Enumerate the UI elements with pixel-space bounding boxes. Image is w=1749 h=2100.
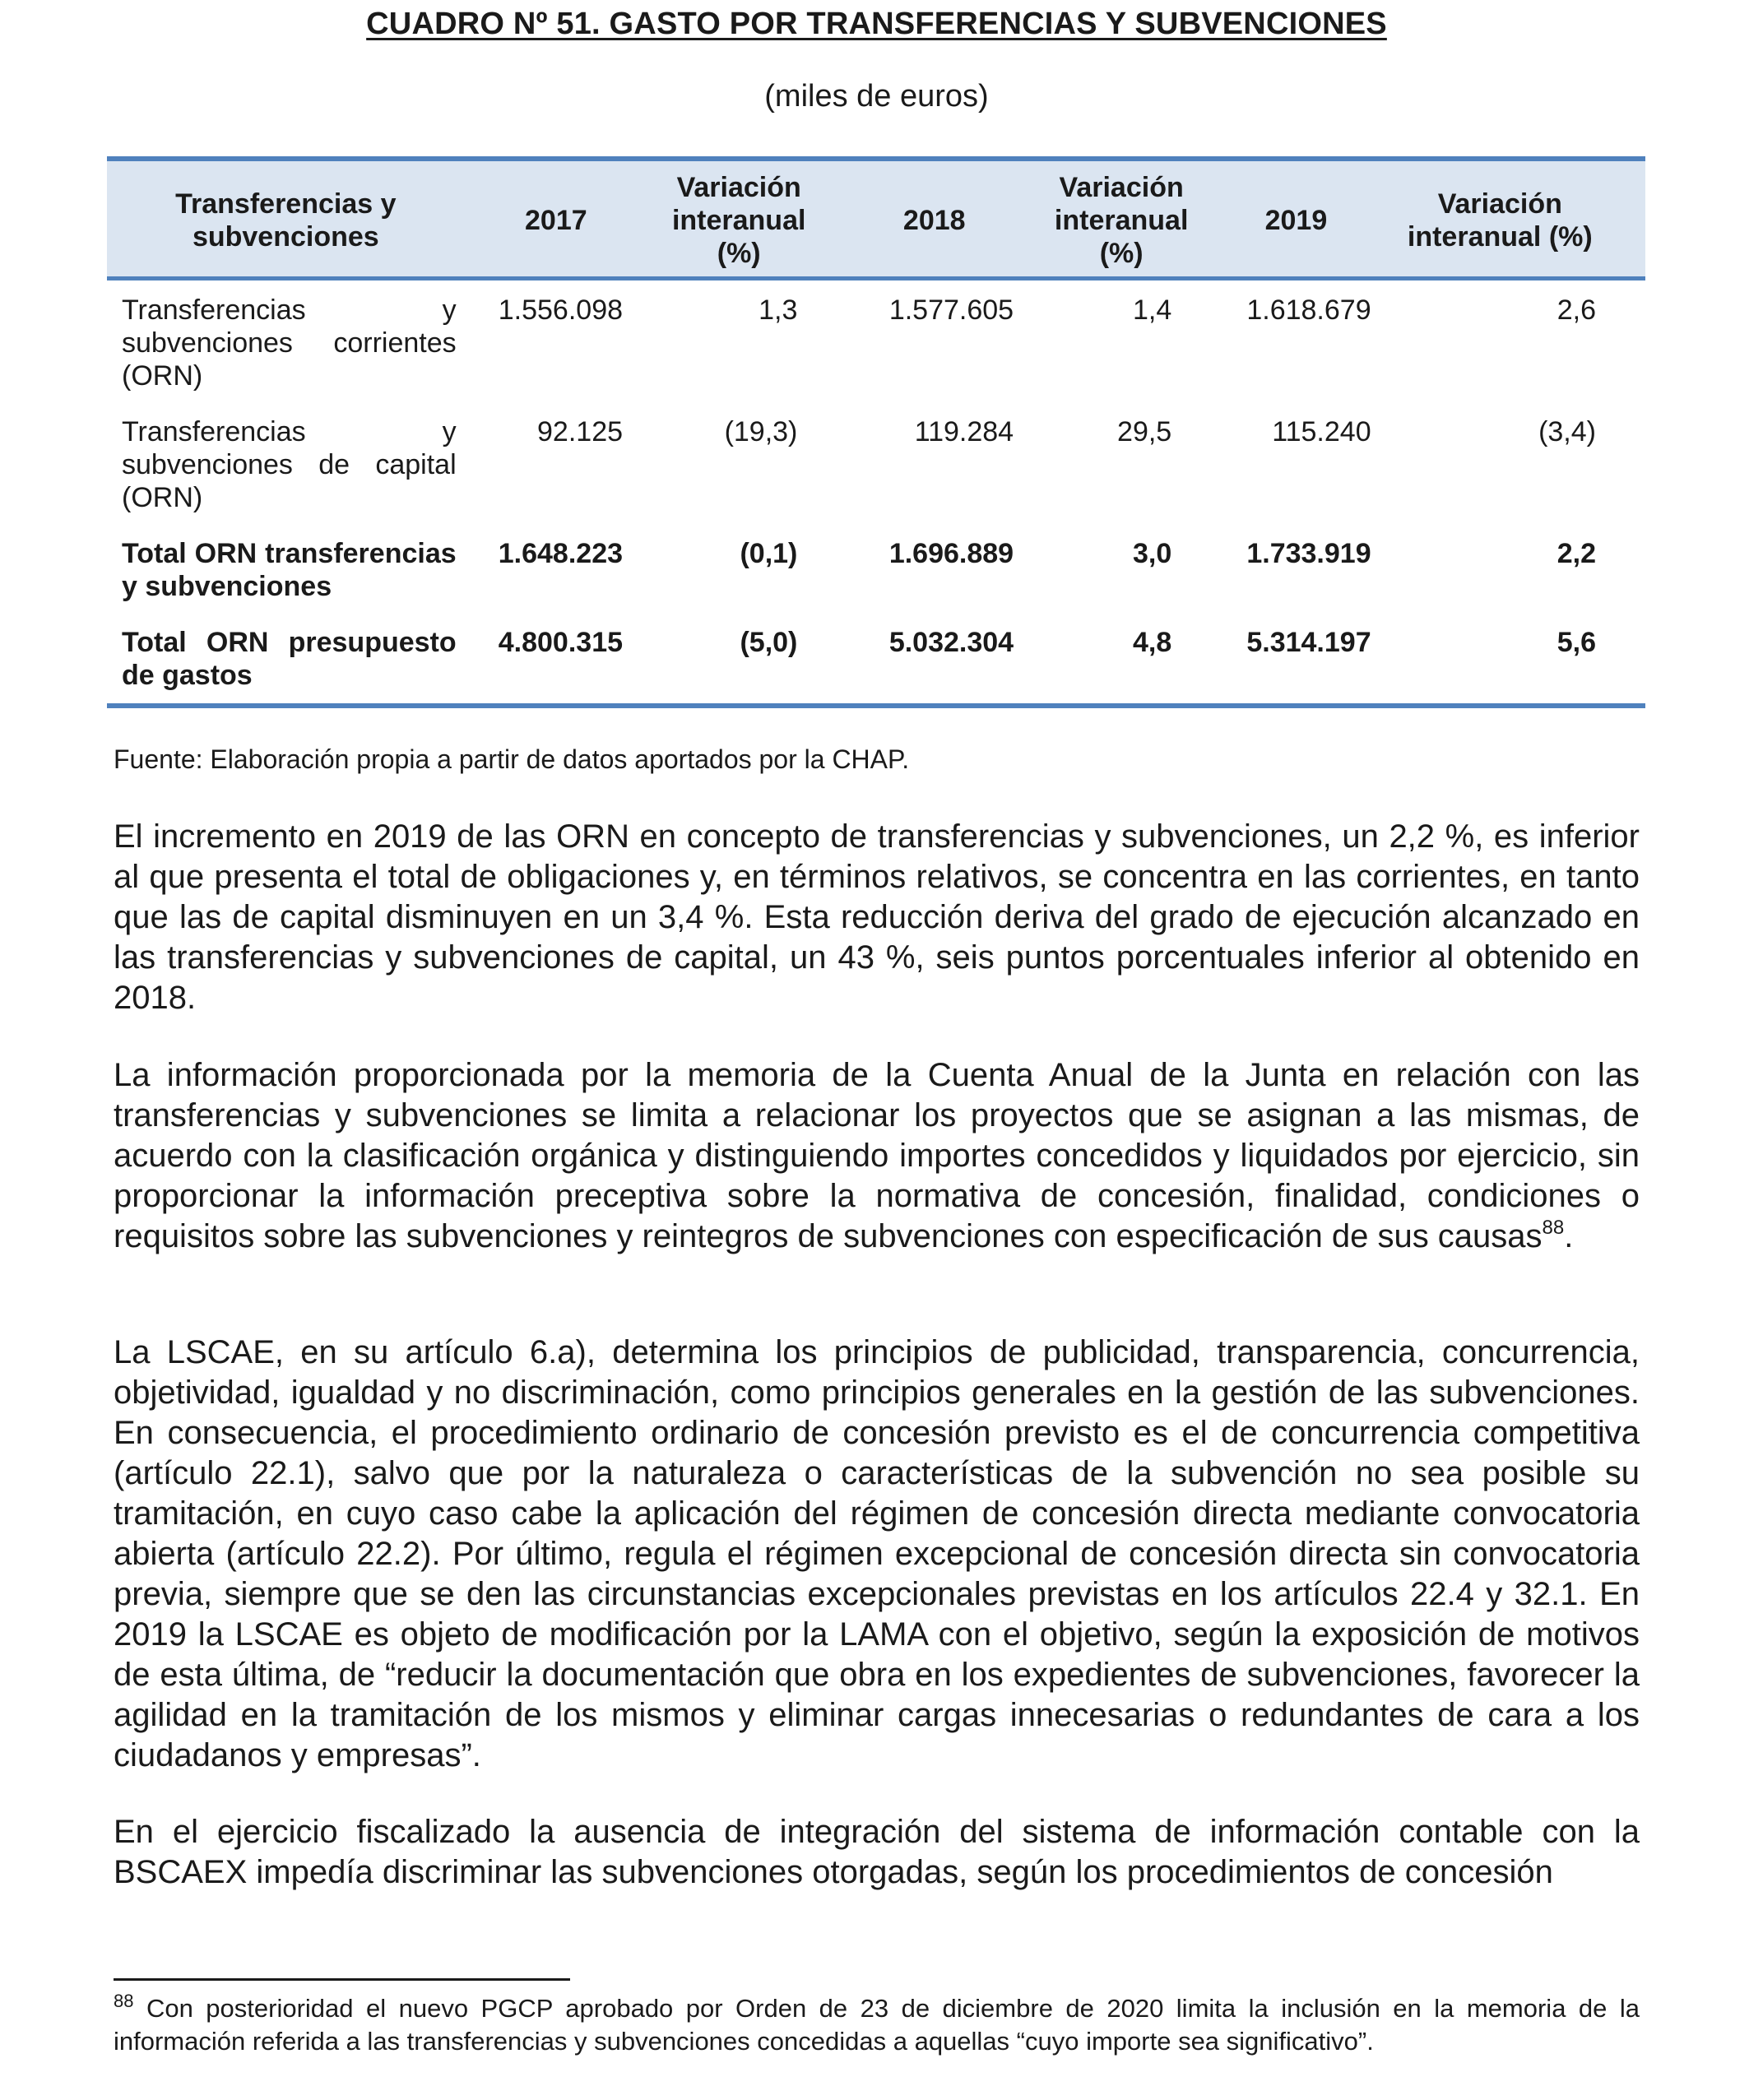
row-label: Total ORN transferencias y subvenciones	[122, 538, 457, 602]
row-label: Total ORN presupuesto de gastos	[107, 613, 465, 706]
table-subtitle: (miles de euros)	[764, 79, 989, 114]
column-header: 2017	[465, 159, 647, 279]
table-cell: 5,6	[1388, 613, 1645, 706]
paragraph: En el ejercicio fiscalizado la ausencia de integración del sistema de información contable con la BSCAEX impedía discriminar las subvenciones otorgadas, según los procedimientos de concesión	[114, 1814, 1640, 1890]
table-cell: 4,8	[1038, 613, 1204, 706]
table-cell: 2,2	[1556, 538, 1596, 569]
table-cell: 1.696.889	[888, 538, 1014, 569]
footnote	[114, 1992, 1640, 2058]
table-container	[107, 156, 1645, 708]
paragraph	[114, 1055, 1640, 1257]
table-cell: 1.577.605	[888, 294, 1014, 326]
table-cell: 29,5	[1117, 416, 1172, 447]
row-label: Transferencias y subvenciones corrientes (ORN)	[122, 294, 457, 392]
paragraph-end: .	[1564, 1218, 1574, 1254]
table-cell: 119.284	[914, 416, 1014, 447]
table-row	[107, 402, 1645, 524]
table-cell: (19,3)	[724, 416, 798, 447]
table-cell: 1.618.679	[1246, 294, 1371, 326]
table-row	[107, 613, 1645, 706]
row-label: Transferencias y subvenciones de capital (ORN)	[122, 416, 457, 513]
table-cell: 1.556.098	[498, 294, 624, 326]
table-cell: 115.240	[1272, 416, 1371, 447]
table-row	[107, 279, 1645, 403]
footnote-number: 88	[114, 1991, 134, 2011]
table-cell: 1,4	[1132, 294, 1172, 326]
data-table	[107, 156, 1645, 708]
footnote-text: Con posterioridad el nuevo PGCP aprobado por Orden de 23 de diciembre de 2020 limita la inclusión en la memoria de la información referida a las transferencias y subvenciones concedidas a aquellas “cuyo importe sea significativo”.	[114, 1994, 1640, 2056]
column-header: Variación interanual (%)	[647, 159, 830, 279]
table-cell: 1,3	[759, 294, 798, 326]
table-cell: 5.032.304	[830, 613, 1038, 706]
table-cell: 4.800.315	[465, 613, 647, 706]
table-header-row	[107, 159, 1645, 279]
table-cell: 5.314.197	[1204, 613, 1387, 706]
paragraph: El incremento en 2019 de las ORN en concepto de transferencias y subvenciones, un 2,2 %, es inferior al que presenta el total de obligaciones y, en términos relativos, se concentra en las corrientes, en tanto que las de capital disminuyen en un 3,4 %. Esta reducción deriva del grado de ejecución alcanzado en las transferencias y subvenciones de capital, un 43 %, seis puntos porcentuales inferior al obtenido en 2018.	[114, 818, 1640, 1016]
table-title: CUADRO Nº 51. GASTO POR TRANSFERENCIAS Y SUBVENCIONES	[366, 7, 1387, 41]
column-header: 2018	[830, 159, 1038, 279]
column-header: Transferencias y subvenciones	[107, 159, 465, 279]
paragraph: La LSCAE, en su artículo 6.a), determina los principios de publicidad, transparencia, concurrencia, objetividad, igualdad y no discriminación, como principios generales en la gestión de las subvenciones. En consecuencia, el procedimiento ordinario de concesión previsto es el de concurrencia competitiva (artículo 22.1), salvo que por la naturaleza o características de la subvención no sea posible su tramitación, en cuyo caso cabe la aplicación del régimen de concesión directa mediante convocatoria abierta (artículo 22.2). Por último, regula el régimen excepcional de concesión directa sin convocatoria previa, siempre que se den las circunstancias excepcionales previstas en los artículos 22.4 y 32.1. En 2019 la LSCAE es objeto de modificación por la LAMA con el objetivo, según la exposición de motivos de esta última, de “reducir la documentación que obra en los expedientes de subvenciones, favorecer la agilidad en la tramitación de los mismos y eliminar cargas innecesarias o redundantes de cara a los ciudadanos y empresas”.	[114, 1334, 1640, 1773]
table-cell: 2,6	[1556, 294, 1596, 326]
table-cell: (5,0)	[647, 613, 830, 706]
table-cell: 92.125	[537, 416, 624, 447]
table-source-note: Fuente: Elaboración propia a partir de datos aportados por la CHAP.	[114, 744, 910, 774]
column-header: Variación interanual (%)	[1388, 159, 1645, 279]
footnote-ref[interactable]: 88	[1542, 1217, 1565, 1239]
table-cell: (3,4)	[1538, 416, 1596, 447]
column-header: Variación interanual (%)	[1038, 159, 1204, 279]
table-cell: 3,0	[1132, 538, 1172, 569]
table-cell: 1.648.223	[498, 538, 624, 569]
table-row	[107, 524, 1645, 613]
table-cell: (0,1)	[740, 538, 798, 569]
paragraph-text: La información proporcionada por la memoria de la Cuenta Anual de la Junta en relación con las transferencias y subvenciones se limita a relacionar los proyectos que se asignan a las mismas, de acuerdo con la clasificación orgánica y distinguiendo importes concedidos y liquidados por ejercicio, sin proporcionar la información preceptiva sobre la normativa de concesión, finalidad, condiciones o requisitos sobre las subvenciones y reintegros de subvenciones con especificación de sus causas	[114, 1057, 1640, 1254]
column-header: 2019	[1204, 159, 1387, 279]
footnote-separator	[114, 1978, 570, 1981]
table-cell: 1.733.919	[1246, 538, 1371, 569]
